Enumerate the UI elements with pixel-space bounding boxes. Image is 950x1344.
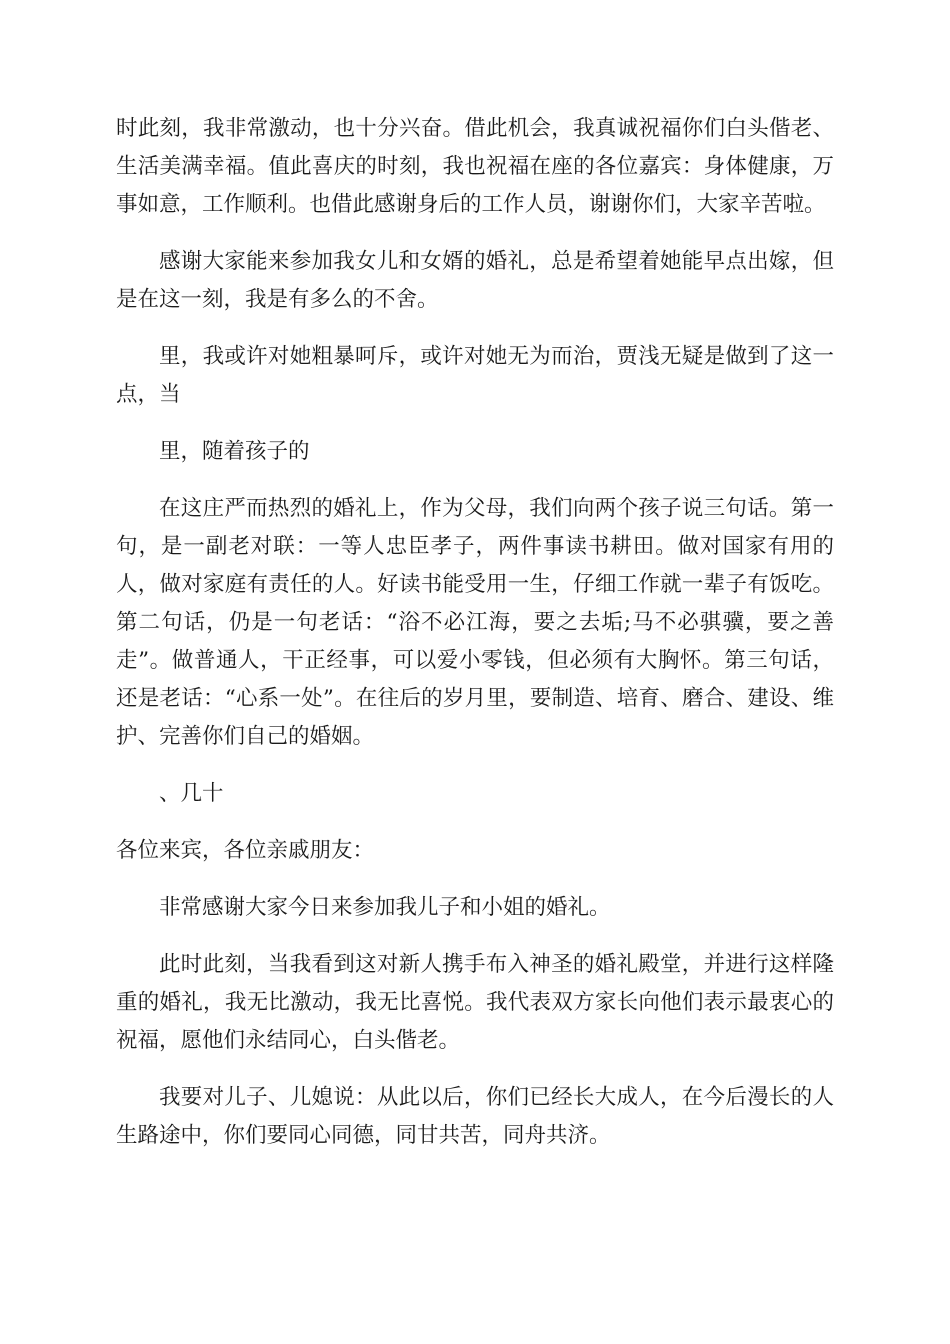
paragraph-5: 在这庄严而热烈的婚礼上，作为父母，我们向两个孩子说三句话。第一句，是一副老对联：一等人忠臣孝子，两件事读书耕田。做对国家有用的人，做对家庭有责任的人。好读书能受用一生，仔细工作就一辈子有饭吃。第二句话，仍是一句老话：“浴不必江海，要之去垢;马不必骐骥，要之善走”。做普通人，干正经事，可以爱小零钱，但必须有大胸怀。第三句话，还是老话：“心系一处”。在往后的岁月里，要制造、培育、磨合、建设、维护、完善你们自己的婚姻。 [116,496,834,749]
paragraph-9: 此时此刻，当我看到这对新人携手布入神圣的婚礼殿堂，并进行这样隆重的婚礼，我无比激动，我无比喜悦。我代表双方家长向他们表示最衷心的祝福，愿他们永结同心，白头偕老。 [116,952,834,1053]
paragraph-6: 、几十 [159,781,224,806]
salutation: 各位来宾，各位亲戚朋友： [116,838,375,863]
paragraph-10: 我要对儿子、儿媳说：从此以后，你们已经长大成人，在今后漫长的人生路途中，你们要同心同德，同甘共苦，同舟共济。 [116,1085,834,1148]
paragraph-4: 里，随着孩子的 [159,439,310,464]
paragraph-8: 非常感谢大家今日来参加我儿子和小姐的婚礼。 [159,895,611,920]
paragraph-3: 里，我或许对她粗暴呵斥，或许对她无为而治，贾浅无疑是做到了这一点，当 [116,344,834,407]
paragraph-1: 时此刻，我非常激动，也十分兴奋。借此机会，我真诚祝福你们白头偕老、生活美满幸福。值此喜庆的时刻，我也祝福在座的各位嘉宾：身体健康，万事如意，工作顺利。也借此感谢身后的工作人员，谢谢你们，大家辛苦啦。 [116,116,834,217]
document-page [116,110,834,1174]
paragraph-2: 感谢大家能来参加我女儿和女婿的婚礼，总是希望着她能早点出嫁，但是在这一刻，我是有多么的不舍。 [116,249,834,312]
